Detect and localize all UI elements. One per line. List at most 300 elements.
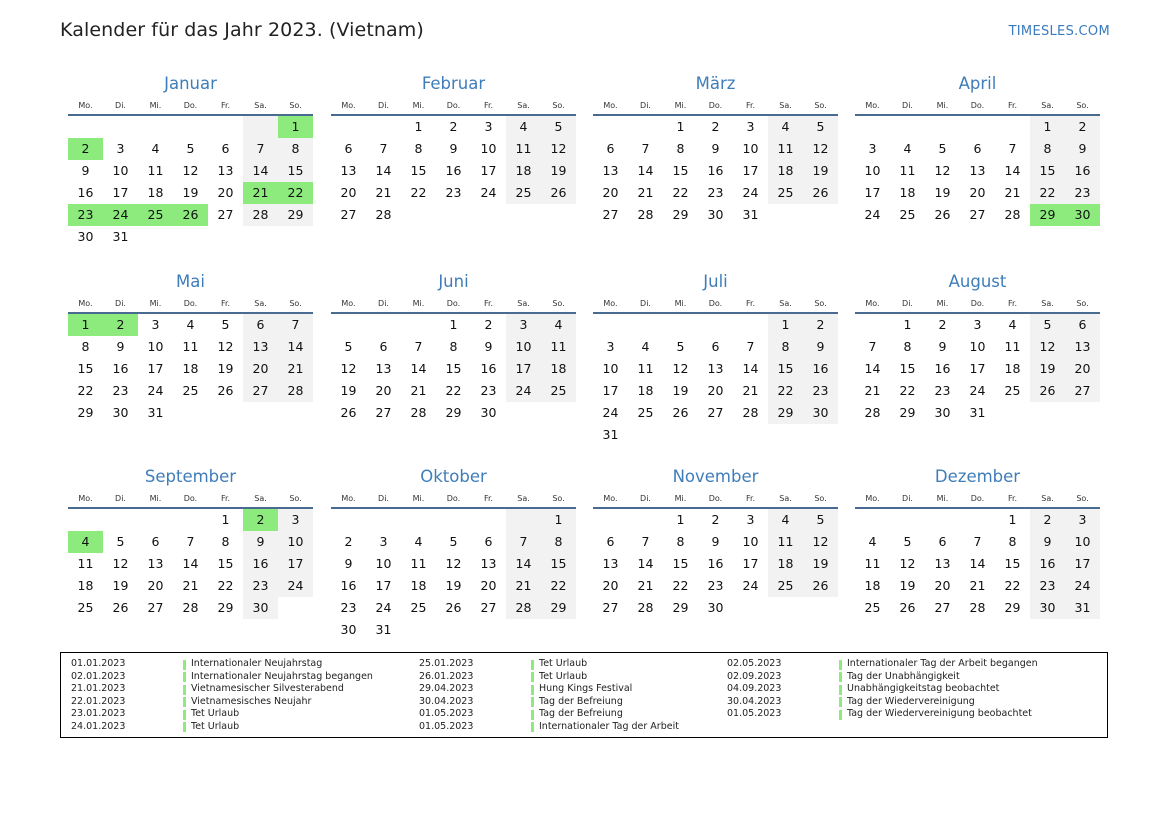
day-cell: 19 [445, 578, 462, 593]
weekday-label: Mi. [674, 299, 687, 308]
day-cell: 3 [116, 141, 125, 156]
week-row [68, 531, 313, 553]
weekday-label: Di. [115, 494, 126, 503]
weekday-header [331, 97, 576, 116]
empty-day [208, 226, 243, 248]
week-row [855, 182, 1100, 204]
legend-holiday-name: Tag der Befreiung [539, 695, 623, 707]
month-6 [331, 269, 576, 424]
day-cell: 23 [1065, 182, 1100, 204]
day-cell: 31 [375, 622, 392, 637]
day-cell: 31 [742, 207, 759, 222]
day-cell: 23 [243, 575, 278, 597]
day-cell: 9 [938, 339, 947, 354]
week-row [331, 336, 576, 358]
weekday-header [593, 295, 838, 314]
day-cell: 29 [672, 207, 689, 222]
empty-day [733, 597, 768, 619]
week-row [593, 575, 838, 597]
day-cell: 12 [899, 556, 916, 571]
week-row [593, 138, 838, 160]
holiday-day: 2 [68, 138, 103, 160]
weekday-label: Fr. [745, 494, 756, 503]
day-cell: 10 [864, 163, 881, 178]
day-cell: 13 [934, 556, 951, 571]
day-cell: 24 [278, 575, 313, 597]
holiday-marker-icon [183, 722, 186, 732]
day-cell: 15 [445, 361, 462, 376]
empty-day [471, 204, 506, 226]
weekday-label: Mo. [603, 299, 618, 308]
weekday-label: So. [289, 494, 302, 503]
legend-holiday-name: Tag der Befreiung [539, 708, 623, 720]
week-row [331, 138, 576, 160]
day-cell: 16 [243, 553, 278, 575]
weekday-header [593, 490, 838, 509]
day-cell: 14 [1004, 163, 1021, 178]
day-cell: 7 [641, 141, 650, 156]
day-cell: 28 [742, 405, 759, 420]
weekday-label: Sa. [254, 299, 267, 308]
legend-item [71, 671, 373, 684]
month-name: April [958, 74, 997, 93]
week-row [593, 402, 838, 424]
legend-holiday-name: Tet Urlaub [539, 670, 588, 682]
day-cell: 26 [899, 600, 916, 615]
day-cell: 5 [541, 116, 576, 138]
day-cell: 4 [1008, 317, 1017, 332]
day-cell: 9 [81, 163, 90, 178]
holiday-day: 30 [1065, 204, 1100, 226]
day-cell: 7 [186, 534, 195, 549]
empty-day [855, 509, 890, 531]
weekday-label: Mo. [603, 101, 618, 110]
day-cell: 14 [375, 163, 392, 178]
weekday-label: Di. [115, 101, 126, 110]
empty-day [436, 204, 471, 226]
weekday-label: Mo. [341, 299, 356, 308]
week-row [331, 182, 576, 204]
empty-day [506, 619, 541, 641]
day-cell: 17 [147, 361, 164, 376]
day-cell: 9 [1065, 138, 1100, 160]
day-cell: 29 [77, 405, 94, 420]
day-cell: 30 [112, 405, 129, 420]
weekday-label: Mo. [341, 494, 356, 503]
weekday-label: Sa. [779, 494, 792, 503]
day-cell: 14 [637, 556, 654, 571]
day-cell: 9 [1030, 531, 1065, 553]
empty-day [628, 314, 663, 336]
week-row [68, 358, 313, 380]
weekday-label: Sa. [1041, 494, 1054, 503]
weekday-header [68, 490, 313, 509]
empty-day [278, 226, 313, 248]
day-cell: 11 [768, 531, 803, 553]
day-cell: 7 [414, 339, 423, 354]
day-cell: 3 [746, 512, 755, 527]
week-row [855, 138, 1100, 160]
day-cell: 6 [243, 314, 278, 336]
day-cell: 20 [969, 185, 986, 200]
day-cell: 16 [445, 163, 462, 178]
day-cell: 25 [182, 383, 199, 398]
month-5 [68, 269, 313, 424]
day-cell: 23 [707, 185, 724, 200]
day-cell: 7 [973, 534, 982, 549]
week-row [855, 358, 1100, 380]
week-row [593, 597, 838, 619]
day-cell: 21 [969, 578, 986, 593]
day-cell: 20 [602, 185, 619, 200]
day-cell: 18 [864, 578, 881, 593]
legend-item [419, 671, 679, 684]
day-cell: 7 [868, 339, 877, 354]
empty-day [243, 116, 278, 138]
week-row [331, 509, 576, 531]
day-cell: 26 [445, 600, 462, 615]
day-cell: 14 [506, 553, 541, 575]
day-cell: 30 [243, 597, 278, 619]
week-row [68, 336, 313, 358]
day-cell: 25 [410, 600, 427, 615]
day-cell: 7 [243, 138, 278, 160]
day-cell: 17 [480, 163, 497, 178]
week-row [331, 204, 576, 226]
day-cell: 5 [938, 141, 947, 156]
weekday-label: Sa. [1041, 101, 1054, 110]
day-cell: 10 [1065, 531, 1100, 553]
weekday-label: Di. [378, 494, 389, 503]
weekday-label: Di. [902, 299, 913, 308]
day-cell: 30 [934, 405, 951, 420]
day-cell: 5 [1030, 314, 1065, 336]
month-9 [68, 464, 313, 619]
month-3 [593, 71, 838, 226]
weekday-label: Do. [970, 299, 985, 308]
day-cell: 7 [278, 314, 313, 336]
day-cell: 5 [903, 534, 912, 549]
month-name: August [948, 272, 1007, 291]
day-cell: 16 [934, 361, 951, 376]
day-cell: 13 [707, 361, 724, 376]
day-cell: 22 [77, 383, 94, 398]
day-cell: 8 [903, 339, 912, 354]
legend-item [419, 708, 679, 721]
month-name: März [695, 74, 736, 93]
week-row [68, 402, 313, 424]
day-cell: 7 [1008, 141, 1017, 156]
weekday-label: Mi. [936, 299, 949, 308]
day-cell: 15 [899, 361, 916, 376]
day-cell: 19 [672, 383, 689, 398]
week-row [68, 204, 313, 226]
empty-day [925, 116, 960, 138]
day-cell: 7 [506, 531, 541, 553]
day-cell: 25 [506, 182, 541, 204]
day-cell: 21 [1004, 185, 1021, 200]
week-row [68, 160, 313, 182]
day-cell: 15 [672, 556, 689, 571]
holiday-day: 1 [278, 116, 313, 138]
day-cell: 5 [344, 339, 353, 354]
day-cell: 17 [864, 185, 881, 200]
day-cell: 18 [768, 553, 803, 575]
empty-day [768, 597, 803, 619]
day-cell: 21 [375, 185, 392, 200]
week-row [331, 619, 576, 641]
day-cell: 15 [278, 160, 313, 182]
day-cell: 4 [768, 509, 803, 531]
weekday-label: Fr. [745, 299, 756, 308]
week-row [68, 509, 313, 531]
week-row [331, 553, 576, 575]
legend-item [727, 708, 1038, 721]
weekday-label: Do. [183, 299, 198, 308]
day-cell: 10 [506, 336, 541, 358]
day-cell: 11 [637, 361, 654, 376]
holiday-legend [60, 652, 1108, 738]
day-cell: 28 [375, 207, 392, 222]
day-cell: 16 [480, 361, 497, 376]
day-cell: 16 [1065, 160, 1100, 182]
legend-item [727, 671, 1038, 684]
week-row [855, 553, 1100, 575]
month-4 [855, 71, 1100, 226]
holiday-marker-icon [839, 672, 842, 682]
weekday-label: Mi. [412, 299, 425, 308]
legend-item [727, 696, 1038, 709]
day-cell: 5 [186, 141, 195, 156]
day-cell: 9 [803, 336, 838, 358]
empty-day [960, 116, 995, 138]
empty-day [1030, 402, 1065, 424]
week-row [331, 575, 576, 597]
month-name: Februar [421, 74, 486, 93]
empty-day [593, 509, 628, 531]
day-cell: 28 [637, 600, 654, 615]
empty-day [890, 116, 925, 138]
empty-day [698, 314, 733, 336]
day-cell: 5 [803, 116, 838, 138]
weekday-label: Fr. [1007, 299, 1018, 308]
empty-day [855, 116, 890, 138]
weekday-label: Mi. [149, 101, 162, 110]
week-row [331, 531, 576, 553]
empty-day [278, 402, 313, 424]
day-cell: 6 [606, 534, 615, 549]
week-row [593, 204, 838, 226]
day-cell: 1 [449, 317, 458, 332]
month-8 [855, 269, 1100, 424]
day-cell: 12 [672, 361, 689, 376]
day-cell: 8 [449, 339, 458, 354]
empty-day [366, 509, 401, 531]
day-cell: 10 [147, 339, 164, 354]
week-row [593, 553, 838, 575]
day-cell: 22 [899, 383, 916, 398]
day-cell: 11 [768, 138, 803, 160]
week-row [593, 531, 838, 553]
weekday-label: Do. [970, 101, 985, 110]
day-cell: 1 [676, 119, 685, 134]
day-cell: 10 [602, 361, 619, 376]
empty-day [663, 424, 698, 446]
weekday-label: Fr. [745, 101, 756, 110]
day-cell: 18 [410, 578, 427, 593]
day-cell: 9 [449, 141, 458, 156]
weekday-label: So. [552, 299, 565, 308]
legend-item [727, 658, 1038, 671]
day-cell: 30 [480, 405, 497, 420]
weekday-label: So. [1076, 494, 1089, 503]
day-cell: 13 [969, 163, 986, 178]
day-cell: 4 [151, 141, 160, 156]
day-cell: 25 [541, 380, 576, 402]
legend-holiday-name: Internationaler Tag der Arbeit begangen [847, 658, 1038, 669]
empty-day [506, 509, 541, 531]
day-cell: 28 [969, 600, 986, 615]
empty-day [593, 116, 628, 138]
day-cell: 1 [1008, 512, 1017, 527]
day-cell: 16 [707, 163, 724, 178]
day-cell: 15 [672, 163, 689, 178]
day-cell: 30 [707, 207, 724, 222]
empty-day [138, 116, 173, 138]
day-cell: 18 [768, 160, 803, 182]
weekday-label: So. [289, 299, 302, 308]
empty-day [243, 226, 278, 248]
week-row [593, 358, 838, 380]
empty-day [768, 424, 803, 446]
weekday-label: Mi. [149, 299, 162, 308]
weekday-label: Mo. [865, 299, 880, 308]
day-cell: 6 [1065, 314, 1100, 336]
day-cell: 31 [147, 405, 164, 420]
weekday-label: Sa. [779, 299, 792, 308]
empty-day [173, 116, 208, 138]
day-cell: 3 [484, 119, 493, 134]
week-row [331, 160, 576, 182]
weekday-label: Mi. [674, 101, 687, 110]
day-cell: 21 [864, 383, 881, 398]
empty-day [366, 314, 401, 336]
day-cell: 1 [1030, 116, 1065, 138]
day-cell: 8 [278, 138, 313, 160]
legend-item [419, 658, 679, 671]
day-cell: 9 [116, 339, 125, 354]
day-cell: 10 [969, 339, 986, 354]
week-row [855, 336, 1100, 358]
brand-link[interactable]: TIMESLES.COM [1008, 24, 1110, 39]
day-cell: 27 [602, 207, 619, 222]
day-cell: 18 [637, 383, 654, 398]
legend-date: 23.01.2023 [71, 708, 126, 720]
weekday-label: Fr. [483, 494, 494, 503]
holiday-day: 25 [138, 204, 173, 226]
day-cell: 16 [77, 185, 94, 200]
empty-day [138, 226, 173, 248]
empty-day [471, 619, 506, 641]
day-cell: 28 [864, 405, 881, 420]
day-cell: 18 [77, 578, 94, 593]
day-cell: 31 [602, 427, 619, 442]
weekday-label: Mi. [674, 494, 687, 503]
day-cell: 28 [637, 207, 654, 222]
week-row [68, 116, 313, 138]
day-cell: 26 [934, 207, 951, 222]
day-cell: 30 [1030, 597, 1065, 619]
legend-date: 30.04.2023 [419, 695, 474, 707]
day-cell: 18 [1004, 361, 1021, 376]
empty-day [68, 116, 103, 138]
weekday-label: So. [1076, 299, 1089, 308]
day-cell: 23 [340, 600, 357, 615]
legend-date: 02.09.2023 [727, 670, 782, 682]
day-cell: 21 [637, 578, 654, 593]
day-cell: 12 [182, 163, 199, 178]
holiday-marker-icon [183, 710, 186, 720]
day-cell: 23 [934, 383, 951, 398]
month-name: Mai [176, 272, 205, 291]
empty-day [401, 509, 436, 531]
day-cell: 6 [221, 141, 230, 156]
holiday-day: 24 [103, 204, 138, 226]
day-cell: 2 [711, 512, 720, 527]
empty-day [138, 509, 173, 531]
day-cell: 4 [641, 339, 650, 354]
day-cell: 10 [742, 534, 759, 549]
empty-day [366, 116, 401, 138]
weekday-header [855, 295, 1100, 314]
day-cell: 13 [602, 556, 619, 571]
day-cell: 25 [1004, 383, 1021, 398]
week-row [68, 138, 313, 160]
legend-date: 01.05.2023 [419, 720, 474, 732]
day-cell: 15 [768, 358, 803, 380]
day-cell: 12 [803, 531, 838, 553]
weekday-label: Di. [378, 101, 389, 110]
week-row [331, 314, 576, 336]
week-row [855, 531, 1100, 553]
day-cell: 20 [602, 578, 619, 593]
empty-day [208, 402, 243, 424]
holiday-day: 4 [68, 531, 103, 553]
month-11 [593, 464, 838, 619]
day-cell: 6 [973, 141, 982, 156]
day-cell: 5 [116, 534, 125, 549]
weekday-header [593, 97, 838, 116]
day-cell: 9 [484, 339, 493, 354]
month-name: September [144, 467, 237, 486]
empty-day [663, 314, 698, 336]
day-cell: 28 [506, 597, 541, 619]
day-cell: 3 [278, 509, 313, 531]
weekday-label: Sa. [779, 101, 792, 110]
empty-day [331, 116, 366, 138]
day-cell: 2 [803, 314, 838, 336]
day-cell: 20 [147, 578, 164, 593]
day-cell: 27 [707, 405, 724, 420]
empty-day [803, 597, 838, 619]
day-cell: 20 [934, 578, 951, 593]
day-cell: 20 [243, 358, 278, 380]
weekday-label: Sa. [1041, 299, 1054, 308]
day-cell: 11 [506, 138, 541, 160]
day-cell: 2 [1030, 509, 1065, 531]
day-cell: 6 [484, 534, 493, 549]
day-cell: 30 [77, 229, 94, 244]
